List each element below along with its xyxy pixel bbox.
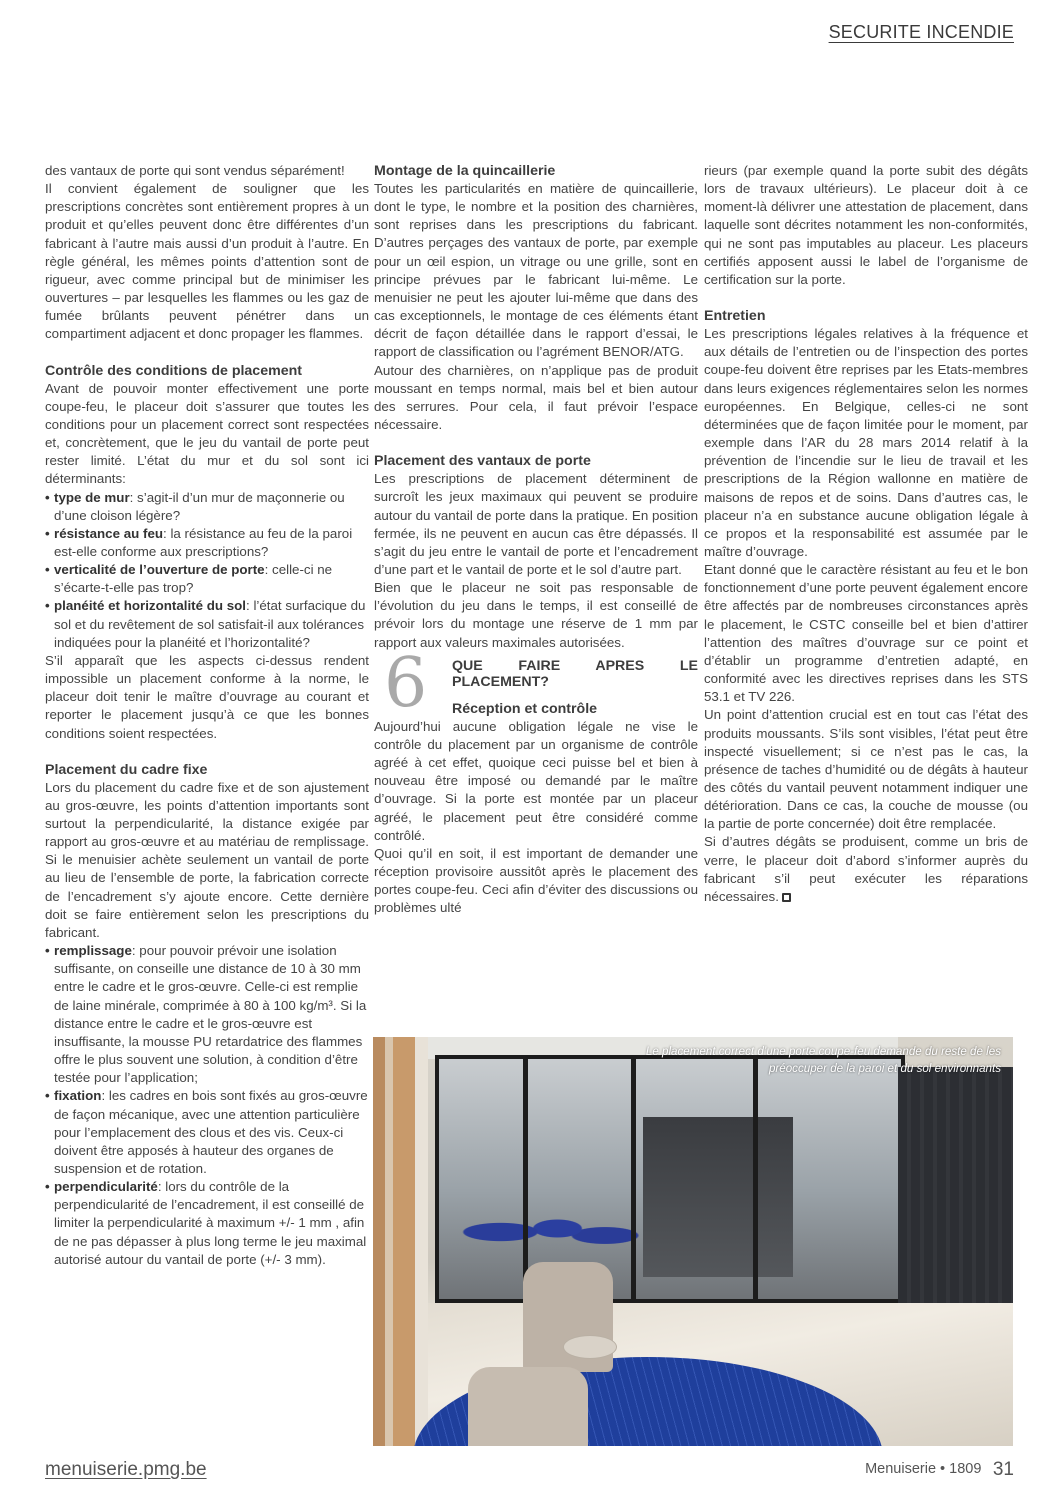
bullet-item: • verticalité de l’ouverture de porte: celle-ci ne s’écarte-t-elle pas trop?	[45, 561, 369, 597]
column-2	[374, 162, 698, 917]
column-1	[45, 162, 369, 1269]
subheading-entretien: Entretien	[704, 308, 766, 325]
bullet-item: • planéité et horizontalité du sol: l’état surfacique du sol et du revêtement de sol satisfait-il aux tolérances indiquées pour la planéité et l’horizontalité?	[45, 597, 369, 651]
paragraph: Autour des charnières, on n’applique pas de produit moussant en temps normal, mais bel et bien autour des serrures. Pour cela, il faut prévoir l’espace nécessaire.	[374, 362, 698, 433]
paragraph: Aujourd’hui aucune obligation légale ne vise le contrôle du placement par un organisme de contrôle agréé à cet effet, quoique ceci puisse bel et bien à nouveau être imposé ou demandé par le maître d’ouvrage. Si la porte est montée par un placeur agréé, le placement peut être considéré comme contrôlé.	[374, 718, 698, 843]
bullet-list-controle	[45, 489, 369, 652]
bullet-item: • perpendicularité: lors du contrôle de la perpendicularité de l’encadrement, il est conseillé de limiter la perpendicularité à maximum +/- 1 mm , afin de ne pas dépasser à plus long terme le jeu maximal autorisé autour du vantail de porte (+/- 3 mm).	[45, 1178, 369, 1269]
end-of-article-square-icon	[782, 893, 791, 902]
armchair	[468, 1367, 588, 1446]
page-number: 31	[992, 1459, 1014, 1480]
paragraph: Bien que le placeur ne soit pas responsable de l’évolution du jeu dans le temps, il est conseillé de prévoir lors du montage une réserve de 1 mm par rapport aux valeurs maximales autorisées.	[374, 580, 698, 650]
photo-caption: Le placement correct d’une porte coupe-feu demande du reste de les préoccuper de la paroi et du sol environnants	[645, 1045, 1001, 1075]
column-3	[704, 162, 1028, 906]
paragraph-final: Si d’autres dégâts se produisent, comme un bris de verre, le placeur doit d’abord s’informer auprès du fabricant s’il peut exécuter les réparations nécessaires.	[704, 834, 1028, 904]
side-table	[563, 1335, 617, 1359]
bullet-list-cadre	[45, 942, 369, 1269]
paragraph: Un point d’attention crucial est en tout cas l’état des produits moussants. S’ils sont visibles, l’état peut être inspecté visuellement; si ce n’est pas le cas, la présence de taches d’humidité ou de dégâts à hauteur des côtés du vantail peuvent notamment indiquer une détérioration. Dans ce cas, la couche de mousse (ou la partie de porte concernée) doit être remplacée.	[704, 707, 1028, 832]
paragraph: des vantaux de porte qui sont vendus séparément!	[45, 163, 345, 178]
bullet-item: • remplissage: pour pouvoir prévoir une isolation suffisante, on conseille une distance de 10 à 30 mm entre le cadre et le gros-œuvre. Celle-ci est remplie de laine minérale, comprimée à 80 à 100 kg/m³. Si la distance entre le cadre et le gros-œuvre est insuffisante, la mousse PU retardatrice des flammes offre le plus souvent une solution, à condition d’être testée pour l’application;	[45, 942, 369, 1087]
page-footer	[865, 1459, 1014, 1481]
section-6-header	[374, 643, 698, 723]
bullet-item: • résistance au feu: la résistance au feu de la paroi est-elle conforme aux prescriptions?	[45, 525, 369, 561]
subheading-reception: Réception et contrôle	[452, 700, 598, 717]
paragraph: Les prescriptions de placement déterminent de surcroît les jeux maximaux qui peuvent se produire autour du vantail de porte dans la pratique. En position fermée, ils ne peuvent en aucun cas être dépassés. Il s’agit du jeu entre le vantail de porte et l’encadrement d’une part et le vantail de porte et le sol d’autre part.	[374, 471, 698, 577]
article-photo	[373, 1037, 1013, 1446]
section-header: SECURITE INCENDIE	[828, 22, 1014, 42]
subheading-controle: Contrôle des conditions de placement	[45, 362, 302, 379]
dark-wall-panel	[898, 1067, 1013, 1317]
section-title: QUE FAIRE APRES LE PLACEMENT?	[452, 657, 698, 690]
paragraph: Il convient également de souligner que les prescriptions concrètes sont entièrement propres à un produit et qu’elles peuvent donc être différentes d’un fabricant à l’autre mais aussi d’un produit à l’autre. En règle général, les mêmes points d’attention sont de rigueur, avec comme principal but de minimiser les ouvertures – par lesquelles les flammes ou les gaz de fumée brûlants peuvent pénétrer dans un compartiment adjacent et donc propager les flammes.	[45, 181, 369, 342]
paragraph: Les prescriptions légales relatives à la fréquence et aux détails de l’entretien ou de l’inspection des portes coupe-feu doivent être reprises par les Etats-membres dans leurs exigences réglementaires selon les normes européennes. En Belgique, celles-ci ne sont déterminées que de façon limitée pour le moment, par exemple dans l’AR du 28 mars 2014 relatif à la prévention de l’incendie sur le lieu de travail et les prescriptions de la Région wallonne en matière de maisons de repos et de soins. Dans d’autres cas, le placeur n’a en substance aucune obligation légale à ce propos et la responsabilité est assumée par le maître d’ouvrage.	[704, 326, 1028, 559]
magazine-issue: Menuiserie • 1809	[865, 1461, 982, 1477]
paragraph: Lors du placement du cadre fixe et de son ajustement au gros-œuvre, les points d’attention importants sont surtout la perpendicularité, la distance exigée par rapport au gros-œuvre et au matériau de remplissage. Si le menuisier achète seulement un vantail de porte au lieu de l’ensemble de porte, la fabrication correcte de l’encadrement s’y ajoute encore. Cette dernière doit se faire entièrement selon les prescriptions du fabricant.	[45, 779, 369, 940]
bullet-item: • type de mur: s’agit-il d’un mur de maçonnerie ou d’une cloison légère?	[45, 489, 369, 525]
section-number: 6	[384, 643, 428, 723]
paragraph: Etant donné que le caractère résistant au feu et le bon fonctionnement d’une porte peuvent également encore être affectés par de nombreuses circonstances après le placement, le CSTC conseille bel et bien d’attirer l’attention des maîtres d’ouvrage sur ce point et d’établir un programme d’entretien adapté, en conformité avec les directives reprises dans les STS 53.1 et TV 226.	[704, 562, 1028, 705]
paragraph: S’il apparaît que les aspects ci-dessus rendent impossible un placement conforme à la norme, le placeur doit tenir le maître d’ouvrage au courant et reporter le placement jusqu’à ce que les bonnes conditions soient respectées.	[45, 652, 369, 741]
paragraph: Toutes les particularités en matière de quincaillerie, dont le type, le nombre et la position des charnières, sont reprises dans les prescriptions du fabricant. D’autres perçages des vantaux de porte, par exemple pour un œil espion, un vitrage ou une grille, sont en principe prévues par le fabricant lui-même. Le menuisier ne peut les ajouter lui-même que dans des cas exceptionnels, le montage de ces éléments étant décrit de façon détaillée dans le rapport d’essai, le rapport de classification ou l’agrément BENOR/ATG.	[374, 181, 698, 360]
paragraph: rieurs (par exemple quand la porte subit des dégâts lors de travaux ultérieurs). Le placeur doit à ce moment-là délivrer une attestation de placement, dans laquelle sont décrites notamment les non-conformités, qui ne sont pas imputables au placeur. Les placeurs certifiés apposent aussi le label de l’organisme de certification sur la porte.	[704, 163, 1028, 287]
subheading-vantaux: Placement des vantaux de porte	[374, 453, 591, 470]
website-link[interactable]: menuiserie.pmg.be	[45, 1459, 207, 1480]
blue-chairs	[453, 1197, 643, 1267]
wood-wall-panel	[373, 1037, 428, 1446]
subheading-cadre: Placement du cadre fixe	[45, 761, 208, 778]
bullet-item: • fixation: les cadres en bois sont fixés au gros-œuvre de façon mécanique, avec une attention particulière pour l’emplacement des clous et des vis. Ceux-ci doivent être apposés à hauteur des organes de suspension et de rotation.	[45, 1087, 369, 1178]
paragraph: Avant de pouvoir monter effectivement une porte coupe-feu, le placeur doit s’assurer que toutes les conditions pour un placement correct sont respectées et, concrètement, que le jeu du vantail de porte peut rester limité. L’état du mur et du sol sont ici déterminants:	[45, 380, 369, 487]
subheading-quincaillerie: Montage de la quincaillerie	[374, 163, 556, 179]
paragraph: Quoi qu’il en soit, il est important de demander une réception provisoire aussitôt après le placement des portes coupe-feu. Ceci afin d’éviter des discussions ou problèmes ulté	[374, 845, 698, 916]
